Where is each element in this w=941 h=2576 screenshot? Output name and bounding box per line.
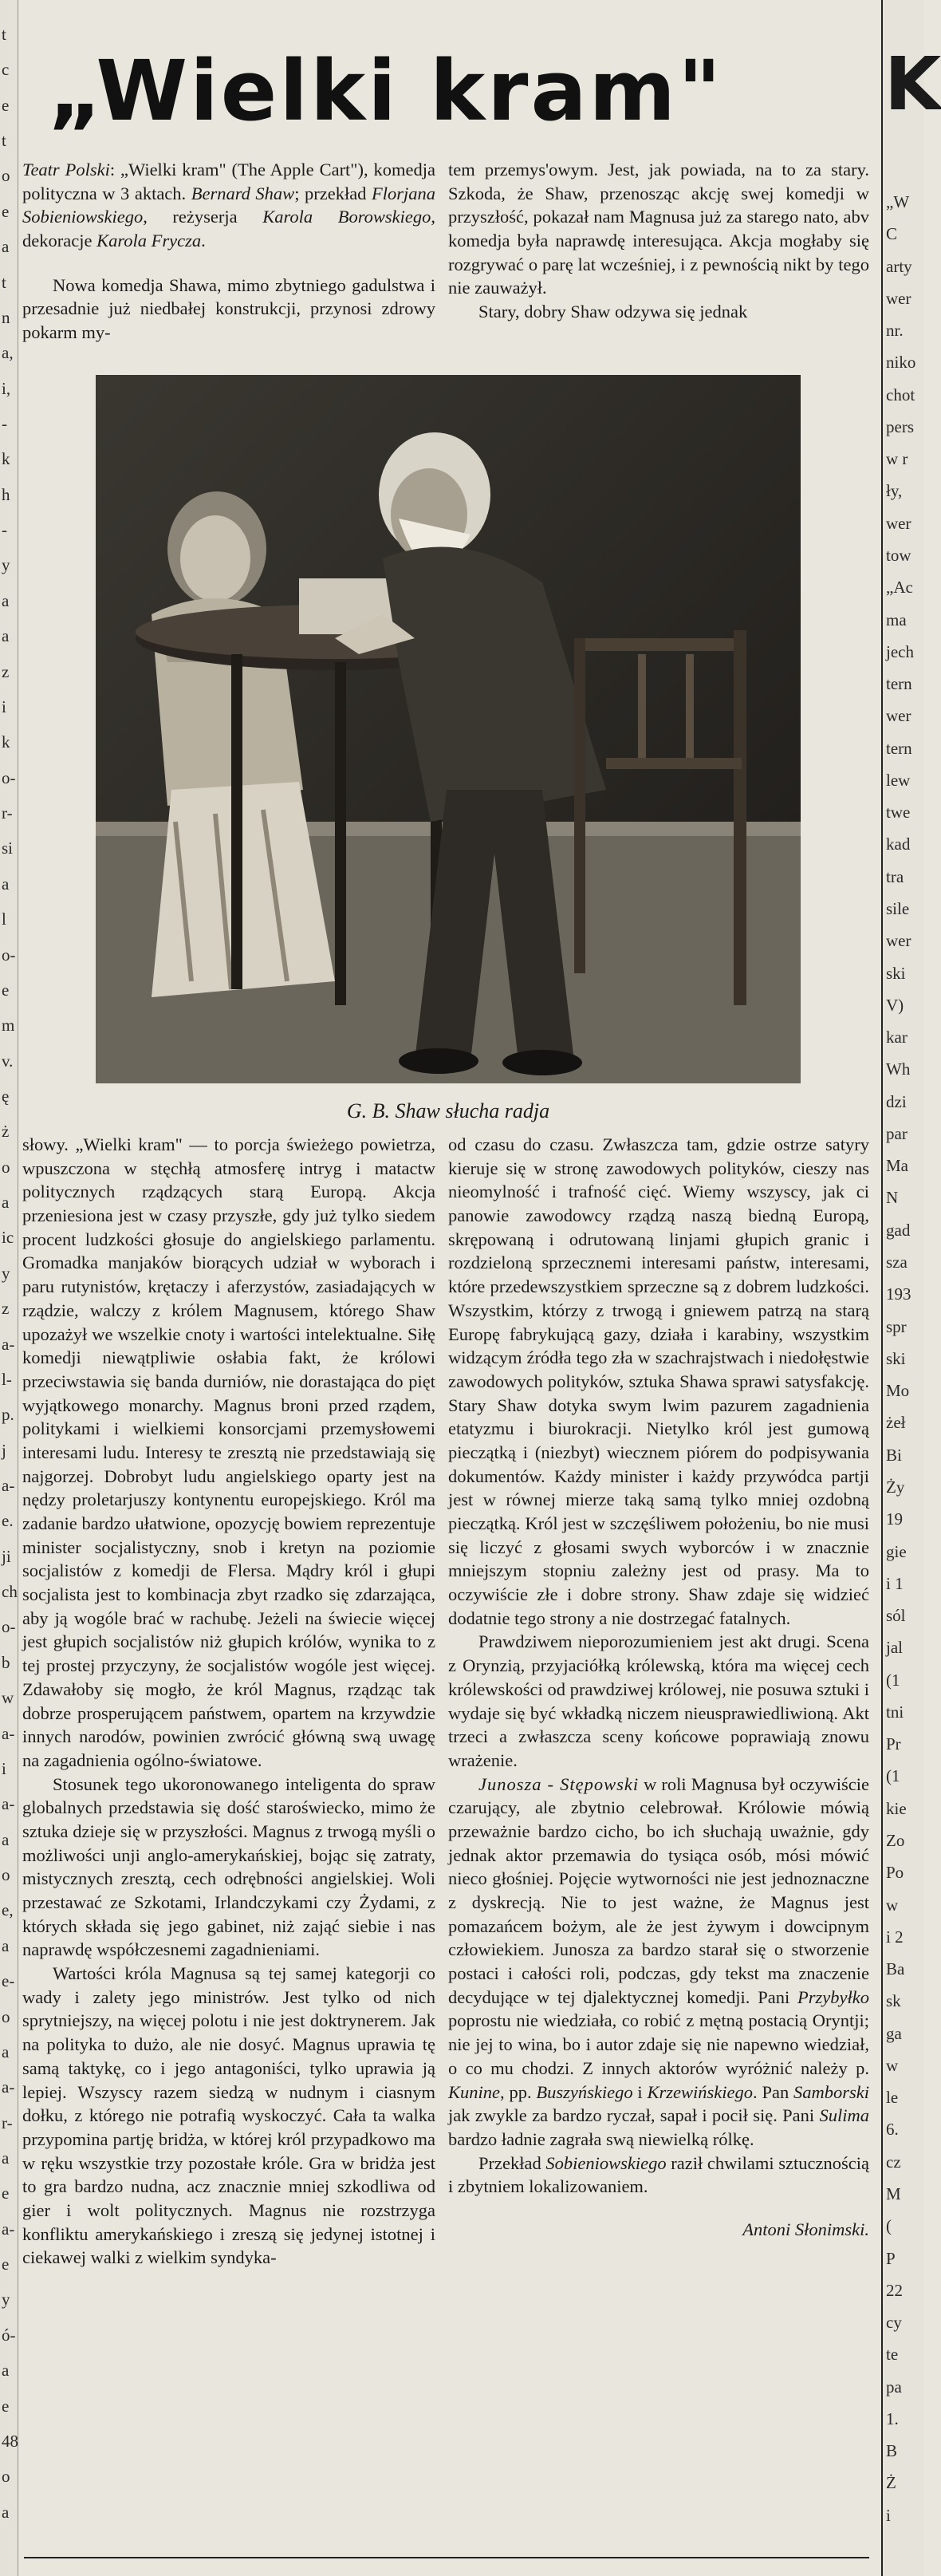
edge-fragment: jech <box>886 641 914 661</box>
edge-fragment: r- <box>2 2112 13 2132</box>
edge-fragment: a <box>2 626 10 646</box>
production-credits: Teatr Polski: „Wielki kram" (The Apple Cart"), komedja polityczna w 3 aktach. Bernard Shaw; przekład Florjana Sobieniowskiego, reżyserja Karola Borowskiego, dekoracje Karola Frycza. <box>22 160 435 251</box>
edge-fragment: te <box>886 2345 899 2365</box>
edge-fragment: arty <box>886 256 912 276</box>
edge-fragment: a <box>2 1193 10 1213</box>
body-paragraph-3: Wartości króla Magnusa są tej samej kategorji co wady i zalety jego ministrów. Jest tylko od nich sprytniejszy, na więcej polotu i nie jest doktrynerem. Jak na polityka to dużo, ale nie dosyć. Magnus uprawia tę samą taktykę, co i jego antagoniści, tylko uprawia ją lepiej. Wszyscy razem siedzą w nudnym i ciasnym dołku, z którego nie potrafią wyskoczyć. Cała ta walka przypomina partję bridża, w której król przypadkowo ma w ręku wszystkie trzy pozostałe króle. Gra w bridża jest to gra bardzo nudna, acz znacznie mniej szkodliwa od gier i wolt politycznych. Magnus nie rozstrzyga konfliktu amerykańskiego i zreszą się jedynej istotnej i ciekawej walki z wielkim syndyka- <box>22 1963 435 2268</box>
edge-fragment: b <box>2 1652 10 1672</box>
intro-right-paragraph-2: Stary, dobry Shaw odzywa się jednak <box>478 302 748 322</box>
edge-fragment: l- <box>2 1369 12 1389</box>
edge-fragment: ji <box>2 1546 11 1566</box>
headline: „Wielki kram" <box>48 42 724 140</box>
director-name: Karola Borowskiego <box>262 207 431 227</box>
edge-fragment: si <box>2 838 14 858</box>
actor-kunine: Kunine <box>448 2081 500 2102</box>
actor-junosza: Junosza - Stępowski <box>478 1773 640 1794</box>
edge-fragment: a <box>2 874 10 894</box>
edge-fragment: kad <box>886 834 911 854</box>
edge-fragment: ó- <box>2 2325 16 2345</box>
edge-fragment: e <box>2 2396 10 2416</box>
edge-fragment: N <box>886 1188 899 1208</box>
edge-fragment: l <box>2 909 6 929</box>
edge-fragment: v. <box>2 1051 14 1071</box>
bottom-rule <box>24 2557 869 2558</box>
edge-fragment: wer <box>886 513 911 533</box>
edge-fragment: ma <box>886 609 907 629</box>
edge-fragment: e <box>2 2254 10 2274</box>
edge-fragment: a <box>2 2041 10 2061</box>
theater-name: Teatr Polski <box>22 160 110 179</box>
edge-fragment: z <box>2 661 10 681</box>
edge-fragment: sza <box>886 1252 908 1272</box>
actor-samborski: Samborski <box>793 2081 869 2102</box>
edge-fragment: wer <box>886 931 911 951</box>
intro-right-paragraph-1: tem przemys'owym. Jest, jak powiada, na to za stary. Szkoda, że Shaw, przenosząc akcję swej komedji w przyszłość, pokazał nam Magnusa już za starego nato, abv komedja była naprawdę interesująca. Akcja mogłaby się rozgrywać o parę lat wcześniej, i z pewnością nikt by tego nie zauważył. <box>448 160 869 298</box>
edge-fragment: Pr <box>886 1734 901 1754</box>
body-paragraph-4: od czasu do czasu. Zwłaszcza tam, gdzie ostrze satyry kieruje się w stronę zawodowych polityków, cieszy nas nieomylność i trafność cięć. Wiemy wszyscy, jak ci panowie zawodowcy rządzą naszą biedną Europą, skrępowaną i odrutowaną linjami głupich granic i rozdzieloną sprzecznemi interesami państw, interesami, które przedewszystkiem sprzeczne są z dobrem ludzkości. Wszystkim, którzy z trwogą i gniewem patrzą na starą Europę fabrykującą gazy, działa i karabiny, wszystkim widzącym źródła tego zła w szachrajstwach i niedołęstwie zawodowych polityków, sztuka Shawa sprawi satysfakcję. Stary Shaw dotyka swym lwim pazurem zagadnienia etatyzmu i biurokracji. Nietylko król jest gumową pieczątką i (niezbyt) wiecznem piórem do podpisywania dokumentów. Każdy minister i każdy przywódca partji jest w równej mierze taką samą tylko mniej ozdobną pieczątką. Król jest w szczęśliwem położeniu, bo nie musi się liczyć z głosami swych wyborców i w znacznie mniejszym stopniu zależny jest od prasy. Ma to oczywiście złe i dobre strony. Shaw zdaje się widzieć dodatnie tego strony a nie dostrzegać fatalnych. <box>448 1134 869 1628</box>
edge-fragment: a <box>2 1829 10 1849</box>
edge-fragment: (1 <box>886 1670 900 1690</box>
edge-fragment: p. <box>2 1405 14 1425</box>
right-neighbor-column <box>881 0 941 2576</box>
edge-fragment: h <box>2 484 10 504</box>
edge-fragment: pa <box>886 2377 902 2397</box>
edge-fragment: y <box>2 1263 10 1283</box>
edge-fragment: e <box>2 95 10 115</box>
edge-fragment: o- <box>2 1617 16 1637</box>
edge-fragment: tow <box>886 546 911 565</box>
edge-fragment: lew <box>886 770 911 790</box>
edge-fragment: o <box>2 2006 10 2026</box>
author-signature: Antoni Słonimski. <box>742 2219 869 2239</box>
photograph <box>96 375 801 1083</box>
right-edge-headline-letter: K <box>884 41 941 127</box>
designer-name: Karola Frycza <box>96 231 202 251</box>
edge-fragment: jal <box>886 1638 903 1658</box>
edge-fragment: t <box>2 25 6 44</box>
edge-fragment: sól <box>886 1606 906 1626</box>
acting-paragraph: Junosza - Stępowski w roli Magnusa był oczywiście czarujący, ale zbytnio celebrował. Królowie mówią przeważnie bardzo cicho, bo ich słuchają uważnie, gdy jednak aktor przemawia do tysiąca osób, mósi mówić nieco głośniej. Pojęcie wytworności nie jest jednoznaczne z dyskrecją. Nie to jest ważne, że Magnus jest pomazańcem bożym, ale że jest żywym i dowcipnym człowiekiem. Junosza za bardzo starał się o stworzenie postaci i całości roli, podczas, gdy tekst ma znaczenie decydujące w tej djalektycznej komedji. Pani Przybyłko poprostu nie wiedziała, co robić z mętną postacią Oryntji; nie jej to wina, bo i autor zdaje się nie napewno wiedział, o co mu chodzi. Z innych aktorów wyróżnić należy p. Kunine, pp. Buszyńskiego i Krzewińskiego. Pan Samborski jak zwykle za bardzo ryczał, sapał i pocił się. Pani Sulima bardzo ładnie zagrała swą niewielką rólkę. <box>448 1773 869 2149</box>
edge-fragment: w r <box>886 449 908 469</box>
body-column-left <box>22 1133 435 2561</box>
edge-fragment: e <box>2 201 10 221</box>
edge-fragment: V) <box>886 995 904 1015</box>
edge-fragment: j <box>2 1440 6 1460</box>
edge-fragment: ły, <box>886 481 903 501</box>
edge-fragment: a <box>2 2361 10 2381</box>
edge-fragment: spr <box>886 1316 907 1336</box>
edge-fragment: a- <box>2 1723 15 1743</box>
edge-fragment: tern <box>886 738 912 758</box>
edge-fragment: gie <box>886 1541 907 1561</box>
edge-fragment: Bi <box>886 1445 902 1465</box>
edge-fragment: par <box>886 1123 908 1143</box>
edge-fragment: 19 <box>886 1509 903 1529</box>
edge-fragment: y <box>2 2290 10 2310</box>
edge-fragment: k <box>2 732 10 752</box>
actor-sulima: Sulima <box>819 2105 869 2126</box>
edge-fragment: chot <box>886 385 915 404</box>
actor-buszynski: Buszyńskiego <box>536 2081 633 2102</box>
edge-fragment: gad <box>886 1220 911 1240</box>
edge-fragment: sk <box>886 1991 901 2011</box>
edge-fragment: 1. <box>886 2408 899 2428</box>
actor-przybylko: Przybyłko <box>797 1986 869 2007</box>
edge-fragment: w <box>886 1895 899 1915</box>
translation-paragraph: Przekład Sobieniowskiego raził chwilami sztucznością i zbytniem lokalizowaniem. <box>448 2152 869 2197</box>
edge-fragment: M <box>886 2183 901 2203</box>
edge-fragment: n <box>2 307 10 327</box>
edge-fragment: i <box>2 696 6 716</box>
edge-fragment: „Ac <box>886 578 913 598</box>
edge-fragment: y <box>2 555 10 575</box>
edge-fragment: w <box>2 1688 14 1708</box>
edge-fragment: a <box>2 590 10 610</box>
edge-fragment: a- <box>2 2077 15 2097</box>
edge-fragment: P <box>886 2248 896 2268</box>
edge-fragment: k <box>2 449 10 469</box>
edge-fragment: nr. <box>886 321 904 341</box>
edge-fragment: Ma <box>886 1156 908 1176</box>
edge-fragment: tern <box>886 674 912 694</box>
edge-fragment: ( <box>886 2216 892 2236</box>
edge-fragment: a- <box>2 1794 15 1814</box>
edge-fragment: ch <box>2 1582 18 1602</box>
edge-fragment: kie <box>886 1798 907 1818</box>
edge-fragment: o- <box>2 767 16 787</box>
edge-fragment: ski <box>886 963 906 983</box>
edge-fragment: e <box>2 2183 10 2203</box>
intro-column-right <box>448 158 869 373</box>
left-edge-fragments <box>0 0 18 2576</box>
edge-fragment: i 2 <box>886 1927 904 1947</box>
edge-fragment: t <box>2 272 6 292</box>
edge-fragment: o <box>2 2467 10 2487</box>
edge-fragment: e. <box>2 1511 14 1531</box>
edge-fragment: sile <box>886 899 910 919</box>
edge-fragment: Zo <box>886 1830 905 1850</box>
right-edge-fragments <box>883 0 924 2576</box>
edge-fragment: a- <box>2 1334 15 1354</box>
edge-fragment: a <box>2 1935 10 1955</box>
edge-fragment: e <box>2 980 10 1000</box>
edge-fragment: t <box>2 131 6 151</box>
edge-fragment: 6. <box>886 2120 899 2140</box>
body-paragraph-1: słowy. „Wielki kram" — to porcja świeżego powietrza, wpuszczona w stęchłą atmosferę intryg i matactw politycznych rządzących starą Europą. Akcja przeniesiona jest w czasy przyszłe, gdy już tylko siedem procent ludzkości głosuje do angielskiego parlamentu. Gromadka manjaków biorących udział w wyborach i paru rutynistów, krętaczy i aferzystów, zasiadających w rządzie, walczy z królem Magnusem, którego Shaw upozażył we wszelkie cnoty i wartości intelektualne. Siłę komedji niewątpliwie osłabia fakt, że królowi przeciwstawia się banda durniów, nie dorastająca do pięt wyjątkowego monarchy. Magnus broni przed rządem, politykami i wielkiemi konsorcjami przemysłowemi interesami ludu. Interesy te zresztą nie przedstawiają się najgorzej. Dobrobyt ludu angielskiego oparty jest na nędzy proletarjuszy kontynentu europejskiego. Król ma zadanie bardzo ułatwione, opozycję bowiem reprezentuje minister socjalistyczny, snob i kretyn na poziomie socjalistów z komedji de Flersa. Mądry król i głupi socjalista jest to kombinacja zbyt rzadko się zdarzająca, aby ją wogóle brać w rachubę. Jeżeli na świecie więcej jest głupich socjalistów niż głupich królów, wynika to z tej prostej przyczyny, że socjalistów wogóle jest więcej. Zdawałoby się mogło, że król Magnus, rządząc tak dobrze prosperującem państwem, opartem na krzywdzie innych narodów, powinien zwrócić główną swą uwagę na zagadnienia ogólno-światowe. <box>22 1134 435 1770</box>
edge-fragment: m <box>2 1016 15 1036</box>
edge-fragment: w <box>886 2055 899 2075</box>
edge-fragment: wer <box>886 706 911 726</box>
actor-krzewinski: Krzewińskiego <box>647 2081 753 2102</box>
edge-fragment: pers <box>886 416 914 436</box>
edge-fragment: c <box>2 60 10 80</box>
edge-fragment: e- <box>2 1971 15 1991</box>
edge-fragment: i, <box>2 378 11 398</box>
edge-fragment: a- <box>2 1476 15 1495</box>
edge-fragment: - <box>2 520 7 540</box>
intro-column-left <box>22 158 435 373</box>
edge-fragment: Wh <box>886 1059 911 1079</box>
edge-fragment: niko <box>886 353 916 373</box>
edge-fragment: tra <box>886 866 904 886</box>
left-neighbor-column <box>0 0 18 2576</box>
intro-paragraph: Nowa komedja Shawa, mimo zbytniego gadulstwa i przesadnie już niedbałej konstrukcji, przynosi zdrowy pokarm my- <box>22 274 435 343</box>
edge-fragment: tni <box>886 1702 904 1722</box>
edge-fragment: wer <box>886 288 911 308</box>
edge-fragment: Ży <box>886 1477 905 1497</box>
edge-fragment: e, <box>2 1900 14 1920</box>
body-paragraph-5: Prawdziwem nieporozumieniem jest akt drugi. Scena z Orynzią, przyjaciółką królewską, która ma więcej cech królewskości od prawdziwej królowej, nie posuwa sztuki i wydaje się być wkładką niczem nieusprawiedliwioną. Akt trzeci a zwłaszcza sceny końcowe poprawiają znowu wrażenie. <box>448 1631 869 1770</box>
translator-name: Florjana Sobieniowskiego <box>22 183 435 227</box>
photo-illustration <box>96 375 801 1083</box>
edge-fragment: le <box>886 2088 899 2108</box>
body-paragraph-2: Stosunek tego ukoronowanego inteligenta do spraw globalnych przedstawia się dość staroświecko, mimo że sztuka dzieje się w przyszłości. Magnus z trwogą myśli o możliwości unji anglo-amerykańskiej, bojąc się zatraty, mistycznych zresztą, cech odrębności angielskiej. Woli przestawać ze Szkotami, Irlandczykami czy Żydami, z których składa się jego gabinet, niż zająć siebie i nas naprawdę współczesnemi zagadnieniami. <box>22 1773 435 1960</box>
edge-fragment: i 1 <box>886 1573 904 1593</box>
edge-fragment: i <box>886 2505 891 2525</box>
edge-fragment: Ż <box>886 2473 896 2493</box>
edge-fragment: (1 <box>886 1766 900 1786</box>
edge-fragment: B <box>886 2441 898 2461</box>
edge-fragment: r- <box>2 803 13 823</box>
edge-fragment: cy <box>886 2313 902 2333</box>
edge-fragment: 48 <box>2 2431 18 2451</box>
translator-surname: Sobieniowskiego <box>545 2152 667 2173</box>
edge-fragment: 22 <box>886 2280 903 2300</box>
edge-fragment: 193 <box>886 1284 911 1304</box>
edge-fragment: o <box>2 166 10 186</box>
edge-fragment: ę <box>2 1086 10 1106</box>
edge-fragment: cz <box>886 2152 901 2172</box>
edge-fragment: o <box>2 1157 10 1177</box>
edge-fragment: C <box>886 224 898 244</box>
edge-fragment: Ba <box>886 1959 905 1979</box>
edge-fragment: Po <box>886 1863 904 1883</box>
edge-fragment: ski <box>886 1348 906 1368</box>
body-column-right <box>448 1133 869 2561</box>
edge-fragment: - <box>2 414 7 434</box>
edge-fragment: ic <box>2 1228 14 1248</box>
edge-fragment: a <box>2 237 10 257</box>
edge-fragment: dzi <box>886 1091 907 1111</box>
edge-fragment: żeł <box>886 1413 906 1433</box>
photo-caption: G. B. Shaw słucha radja <box>346 1099 550 1122</box>
edge-fragment: ż <box>2 1122 10 1142</box>
edge-fragment: twe <box>886 803 911 823</box>
edge-fragment: „W <box>886 192 910 211</box>
edge-fragment: a <box>2 2148 10 2168</box>
edge-fragment: i <box>2 1758 6 1778</box>
edge-fragment: o- <box>2 945 16 965</box>
edge-fragment: a- <box>2 2219 15 2239</box>
edge-fragment: z <box>2 1299 10 1319</box>
edge-fragment: kar <box>886 1028 908 1047</box>
edge-fragment: Mo <box>886 1381 910 1401</box>
author-name: Bernard Shaw <box>191 183 295 203</box>
edge-fragment: ga <box>886 2023 902 2043</box>
edge-fragment: o <box>2 1865 10 1885</box>
edge-fragment: a, <box>2 343 14 363</box>
edge-fragment: a <box>2 2502 10 2522</box>
